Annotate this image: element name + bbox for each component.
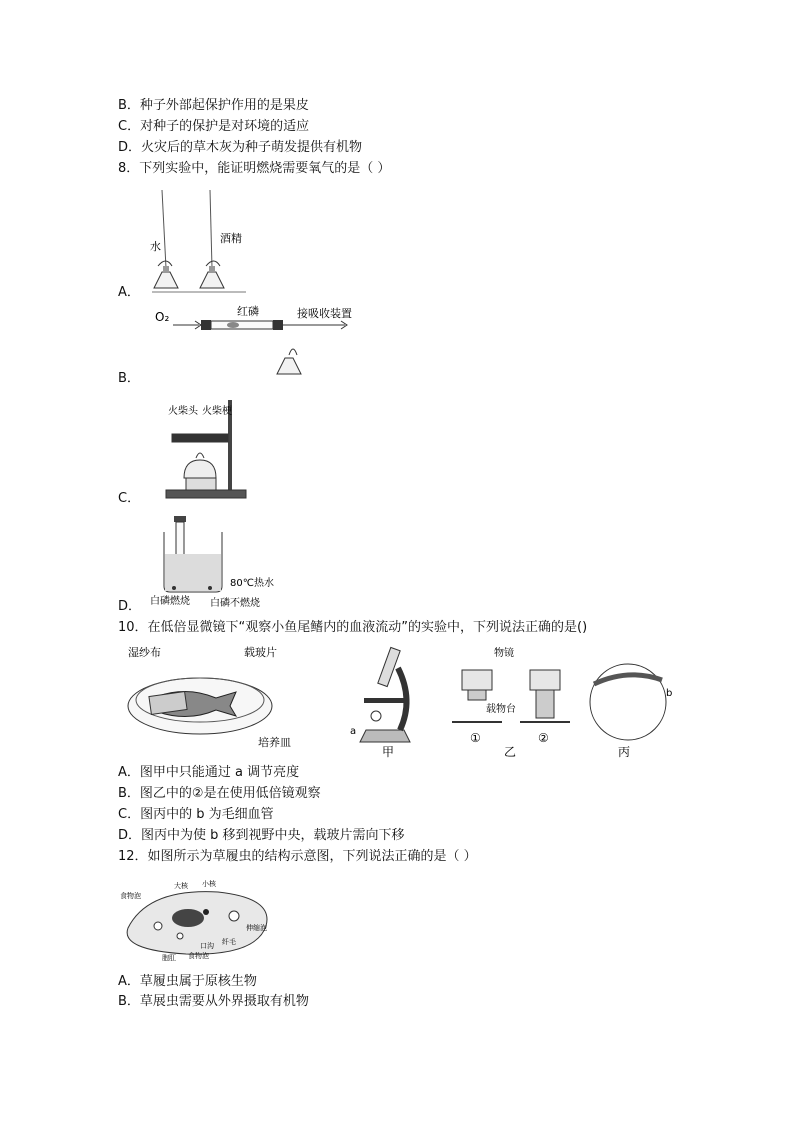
q8-figure-a [150, 188, 260, 298]
q8-option-c: C． [118, 491, 141, 506]
label-one: ① [470, 731, 481, 745]
q8-figure-c [162, 396, 252, 502]
q10-figure [118, 642, 684, 760]
label-anal-pore: 胞肛 [162, 954, 176, 962]
label-match-stick: 火柴梗 [202, 406, 232, 417]
label-absorber: 接吸收装置 [297, 307, 352, 320]
q12-stem: 12．如图所示为草履虫的结构示意图，下列说法正确的是（ ） [118, 849, 477, 864]
label-bing: 丙 [618, 745, 631, 759]
q10-option-c: C．图丙中的 b 为毛细血管 [118, 807, 274, 822]
label-jia: 甲 [382, 745, 395, 759]
label-objective: 物镜 [494, 648, 514, 659]
label-hot-water: 80℃热水 [230, 578, 274, 589]
q8-option-a: A． [118, 285, 140, 300]
q7-option-c: C．对种子的保护是对环境的适应 [118, 119, 310, 134]
label-stage: 载物台 [486, 704, 516, 715]
label-macronucleus: 大核 [174, 882, 188, 890]
q10-stem: 10．在低倍显微镜下“观察小鱼尾鳍内的血液流动”的实验中，下列说法正确的是() [118, 620, 588, 635]
label-red-phosphorus: 红磷 [237, 305, 259, 318]
q10-option-b: B．图乙中的②是在使用低倍镜观察 [118, 786, 321, 801]
label-micronucleus: 小核 [202, 880, 216, 888]
label-two: ② [538, 731, 549, 745]
q8-figure-d [150, 512, 300, 612]
q10-option-d: D．图丙中为使 b 移到视野中央，载玻片需向下移 [118, 828, 405, 843]
q12-option-a: A．草履虫属于原核生物 [118, 974, 257, 989]
q8-stem: 8．下列实验中，能证明燃烧需要氧气的是（ ） [118, 161, 391, 176]
label-alcohol: 酒精 [220, 232, 242, 245]
label-gauze: 湿纱布 [128, 646, 161, 659]
label-contractile-vacuole: 伸缩泡 [246, 924, 267, 932]
q8-figure-b [145, 303, 375, 383]
label-match-head: 火柴头 [168, 406, 198, 417]
q12-figure [118, 878, 278, 964]
label-cilia: 纤毛 [222, 938, 236, 946]
label-a: a [350, 726, 357, 737]
q7-option-d: D．火灾后的草木灰为种子萌发提供有机物 [118, 140, 363, 155]
label-slide: 载玻片 [244, 646, 277, 659]
q8-option-d: D． [118, 599, 142, 614]
label-water: 水 [150, 240, 161, 253]
label-dish: 培养皿 [258, 736, 291, 749]
label-o2: O₂ [155, 310, 170, 324]
q10-option-a: A．图甲中只能通过 a 调节亮度 [118, 765, 300, 780]
label-b: b [666, 688, 673, 699]
label-phosphorus-burns: 白磷燃烧 [150, 596, 190, 607]
q7-option-b: B．种子外部起保护作用的是果皮 [118, 98, 309, 113]
label-yi: 乙 [504, 745, 517, 759]
label-phosphorus-not-burn: 白磷不燃烧 [210, 598, 260, 609]
q8-option-b: B． [118, 371, 140, 386]
label-food-vacuole-2: 食物泡 [188, 952, 209, 960]
label-food-vacuole: 食物泡 [120, 892, 141, 900]
label-oral-groove: 口沟 [200, 942, 214, 950]
q12-option-b: B．草展虫需要从外界摄取有机物 [118, 994, 309, 1009]
